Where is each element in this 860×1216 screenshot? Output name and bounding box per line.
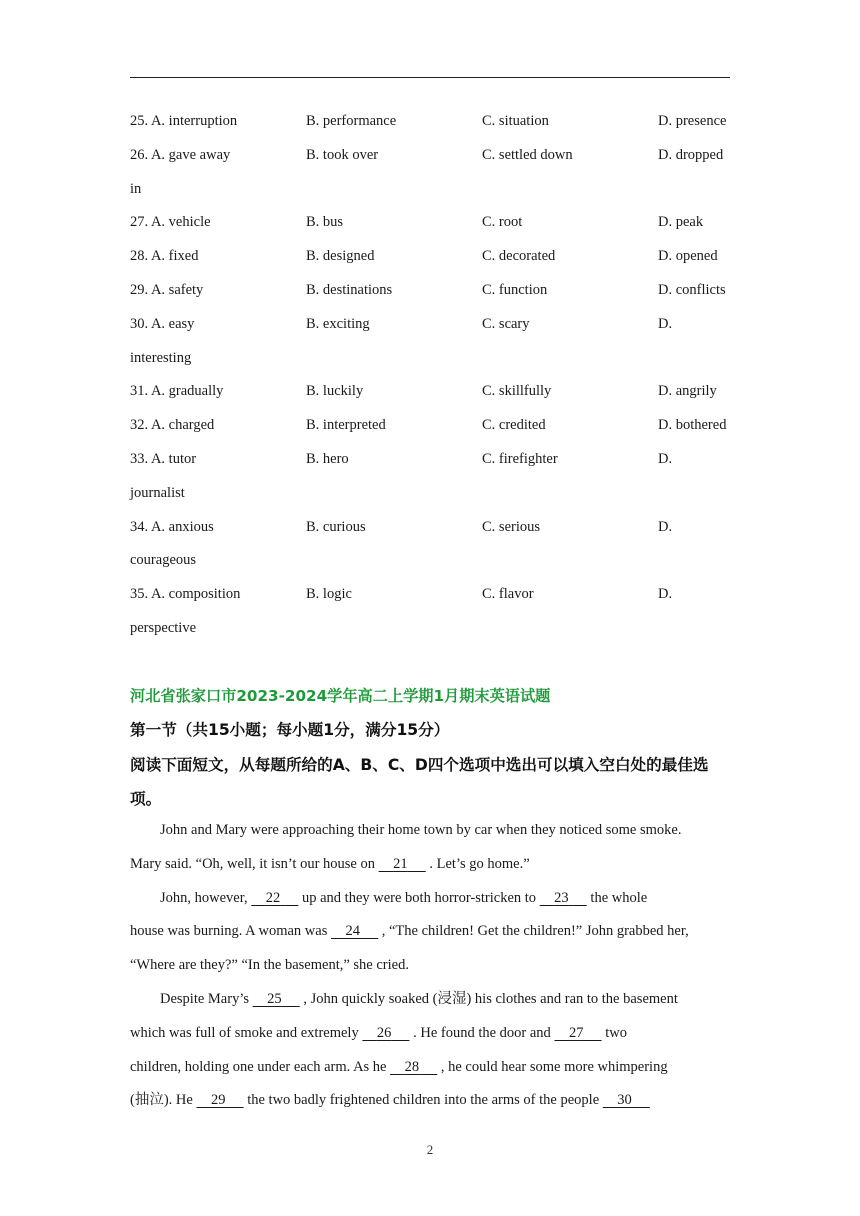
exam-source-title: 河北省张家口市2023-2024学年高二上学期1月期末英语试题	[130, 687, 551, 705]
option-row-26	[130, 139, 740, 173]
passage-line	[130, 915, 738, 949]
option-35-a: 35. A. composition	[130, 586, 241, 603]
option-row-32	[130, 409, 740, 443]
blank-28	[390, 1051, 437, 1085]
blank-number: 30	[617, 1092, 632, 1109]
passage-line	[130, 1051, 738, 1085]
option-28-c: C. decorated	[482, 248, 556, 265]
passage-line	[130, 983, 738, 1017]
passage-text: , he could hear some more whimpering	[437, 1058, 668, 1075]
option-33-a: 33. A. tutor	[130, 450, 197, 467]
option-30-d-wrap	[130, 342, 740, 376]
passage-line	[130, 949, 738, 983]
passage-line	[130, 814, 738, 848]
option-30-b: B. exciting	[306, 315, 370, 332]
option-32-a: 32. A. charged	[130, 417, 215, 434]
blank-number: 29	[210, 1092, 226, 1109]
passage-text: two	[601, 1024, 627, 1041]
option-27-a: 27. A. vehicle	[130, 214, 211, 231]
blank-number: 26	[376, 1024, 392, 1041]
blank-number: 28	[404, 1058, 420, 1075]
option-34-d: D.	[658, 518, 673, 535]
passage-text: up and they were both horror-stricken to	[298, 889, 540, 906]
blank-number: 24	[345, 923, 360, 940]
option-27-b: B. bus	[306, 214, 344, 231]
option-25-c: C. situation	[482, 113, 549, 129]
blank-21	[379, 848, 426, 882]
option-32-b: B. interpreted	[306, 417, 386, 434]
option-35-c: C. flavor	[482, 586, 534, 603]
option-34-c: C. serious	[482, 518, 540, 535]
blank-29	[196, 1084, 243, 1118]
option-32-c: C. credited	[482, 417, 546, 434]
section-heading: 第一节（共15小题；每小题1分，满分15分）	[130, 721, 450, 739]
option-25-d: D. presence	[658, 113, 727, 129]
passage-text: Despite Mary’s	[160, 990, 253, 1007]
option-26-c: C. settled down	[482, 146, 573, 163]
blank-number: 21	[393, 855, 408, 872]
option-wrap-text: perspective	[130, 619, 197, 636]
option-wrap-text: courageous	[130, 552, 197, 569]
passage-text: John, however,	[160, 889, 252, 906]
option-row-28	[130, 240, 740, 274]
passage-text: (抽泣). He	[130, 1092, 197, 1109]
blank-26	[362, 1017, 409, 1051]
option-31-c: C. skillfully	[482, 383, 552, 400]
blank-24	[331, 915, 378, 949]
blank-number: 25	[267, 990, 282, 1007]
blank-23	[540, 882, 587, 916]
header-rule	[130, 77, 730, 78]
option-28-a: 28. A. fixed	[130, 248, 199, 265]
option-wrap-text: journalist	[130, 484, 185, 501]
passage-line	[130, 848, 738, 882]
passage-text: , “The children! Get the children!” John grabbed her,	[378, 923, 689, 940]
option-32-d: D. bothered	[658, 417, 727, 434]
option-35-d: D.	[658, 586, 673, 603]
option-wrap-text: in	[130, 180, 142, 197]
option-26-a: 26. A. gave away	[130, 146, 231, 163]
option-row-29	[130, 274, 740, 308]
passage-line	[130, 1017, 738, 1051]
directions-text: 阅读下面短文，从每题所给的A、B、C、D四个选项中选出可以填入空白处的最佳选项。	[130, 756, 709, 808]
option-34-b: B. curious	[306, 518, 366, 535]
passage-text: “Where are they?” “In the basement,” she cried.	[130, 957, 409, 974]
passage-text: children, holding one under each arm. As he	[130, 1058, 391, 1075]
passage-text: house was burning. A woman was	[130, 923, 331, 940]
option-33-d: D.	[658, 450, 673, 467]
option-30-a: 30. A. easy	[130, 315, 195, 332]
option-31-a: 31. A. gradually	[130, 383, 224, 400]
option-25-a: 25. A. interruption	[130, 113, 238, 129]
blank-25	[253, 983, 300, 1017]
option-25-b: B. performance	[306, 113, 397, 129]
option-29-c: C. function	[482, 281, 548, 298]
option-row-27	[130, 206, 740, 240]
option-wrap-text: interesting	[130, 349, 192, 366]
answer-options	[130, 105, 740, 646]
option-26-d: D. dropped	[658, 146, 724, 163]
option-31-b: B. luckily	[306, 383, 364, 400]
passage-text: . He found the door and	[409, 1024, 555, 1041]
option-29-b: B. destinations	[306, 281, 393, 298]
blank-number: 27	[568, 1024, 584, 1041]
option-26-d-wrap	[130, 173, 740, 207]
option-row-35	[130, 578, 740, 612]
option-30-d: D.	[658, 315, 673, 332]
cloze-passage	[130, 814, 738, 1118]
passage-text: the whole	[586, 889, 648, 906]
blank-number: 22	[265, 889, 281, 906]
option-26-b: B. took over	[306, 146, 379, 163]
passage-text: which was full of smoke and extremely	[130, 1024, 363, 1041]
option-row-31	[130, 375, 740, 409]
page-number: 2	[426, 1142, 434, 1157]
option-row-33	[130, 443, 740, 477]
blank-22	[251, 882, 298, 916]
option-row-34	[130, 511, 740, 545]
passage-text: , John quickly soaked (浸湿) his clothes and ran to the basement	[299, 990, 678, 1007]
passage-text: John and Mary were approaching their home town by car when they noticed some smoke.	[160, 822, 682, 838]
blank-27	[554, 1017, 601, 1051]
option-27-c: C. root	[482, 214, 523, 231]
option-27-d: D. peak	[658, 214, 704, 231]
option-row-30	[130, 308, 740, 342]
blank-30	[603, 1084, 650, 1118]
passage-line	[130, 882, 738, 916]
passage-text: . Let’s go home.”	[425, 855, 530, 872]
option-33-c: C. firefighter	[482, 450, 558, 467]
option-35-b: B. logic	[306, 586, 352, 603]
option-34-a: 34. A. anxious	[130, 518, 214, 535]
option-31-d: D. angrily	[658, 383, 717, 400]
option-29-d: D. conflicts	[658, 281, 726, 298]
passage-text: Mary said. “Oh, well, it isn’t our house on	[130, 855, 379, 872]
option-33-d-wrap	[130, 477, 740, 511]
blank-number: 23	[554, 889, 569, 906]
option-34-d-wrap	[130, 544, 740, 578]
option-28-d: D. opened	[658, 248, 718, 265]
option-35-d-wrap	[130, 612, 740, 646]
passage-line	[130, 1084, 738, 1118]
option-29-a: 29. A. safety	[130, 281, 204, 298]
option-28-b: B. designed	[306, 248, 375, 265]
option-33-b: B. hero	[306, 450, 349, 467]
option-30-c: C. scary	[482, 315, 530, 332]
passage-text: the two badly frightened children into the arms of the people	[243, 1092, 603, 1109]
option-row-25	[130, 105, 740, 139]
